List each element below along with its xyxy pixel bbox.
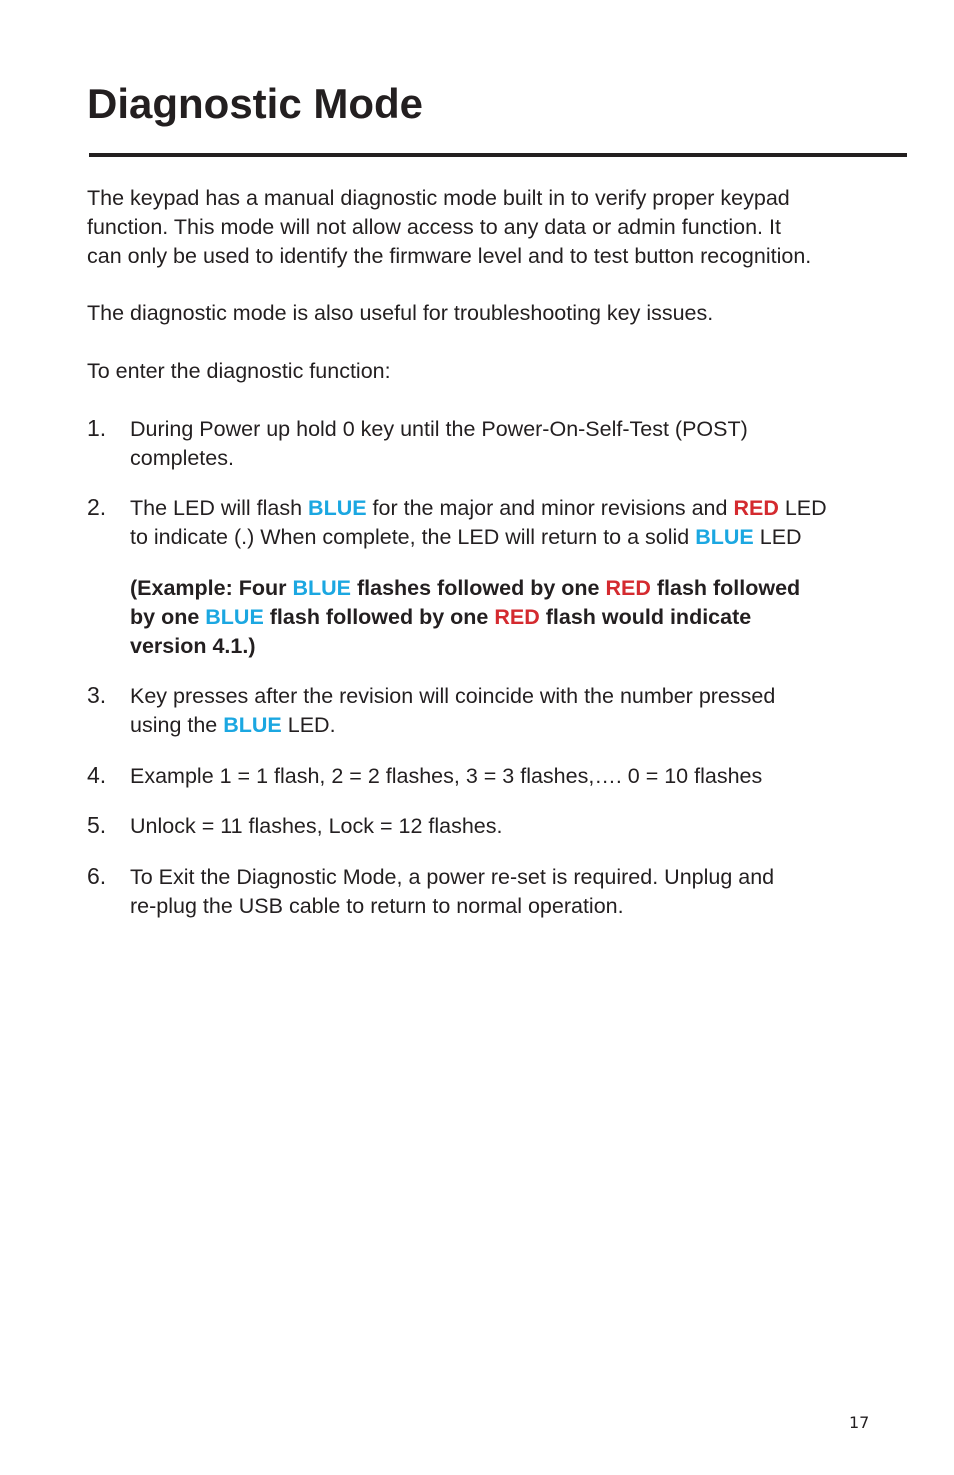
red-led-label: RED xyxy=(733,496,779,520)
page-title: Diagnostic Mode xyxy=(87,80,424,127)
step-3-text xyxy=(130,682,900,740)
step-4-number: 4. xyxy=(87,762,107,788)
step-1-line-2: completes. xyxy=(130,446,234,470)
step-3-text-part: LED. xyxy=(281,713,336,737)
blue-led-label: BLUE xyxy=(205,605,264,629)
example-text-part: flash followed xyxy=(650,576,801,600)
blue-led-label: BLUE xyxy=(292,576,351,600)
intro-line-2: function. This mode will not allow access to any data or admin function. It xyxy=(87,215,781,239)
example-text-part: version 4.1.) xyxy=(130,634,256,658)
example-text-part: flash would indicate xyxy=(539,605,752,629)
step-3-number: 3. xyxy=(87,682,107,708)
title-divider xyxy=(89,153,907,157)
step-1-line-1: During Power up hold 0 key until the Power-On-Self-Test (POST) xyxy=(130,417,748,441)
page-number: 17 xyxy=(849,1413,870,1432)
example-text-part: by one xyxy=(130,605,206,629)
example-text-part: (Example: Four xyxy=(130,576,293,600)
step-1-number: 1. xyxy=(87,415,107,441)
step-5-number: 5. xyxy=(87,812,107,838)
red-led-label: RED xyxy=(494,605,540,629)
blue-led-label: BLUE xyxy=(308,496,367,520)
blue-led-label: BLUE xyxy=(695,525,754,549)
step-6-line-2: re-plug the USB cable to return to normal operation. xyxy=(130,894,624,918)
example-note xyxy=(130,574,900,661)
intro-line-1: The keypad has a manual diagnostic mode built in to verify proper keypad xyxy=(87,186,790,210)
step-2-text-part: for the major and minor revisions and xyxy=(366,496,734,520)
step-2-text xyxy=(130,494,900,552)
blue-led-label: BLUE xyxy=(223,713,282,737)
step-5-text: Unlock = 11 flashes, Lock = 12 flashes. xyxy=(130,814,503,838)
step-3-line-1: Key presses after the revision will coincide with the number pressed xyxy=(130,684,776,708)
step-3-text-part: using the xyxy=(130,713,224,737)
step-2-number: 2. xyxy=(87,494,107,520)
intro-line-3: can only be used to identify the firmware level and to test button recognition. xyxy=(87,244,812,268)
step-6-line-1: To Exit the Diagnostic Mode, a power re-set is required. Unplug and xyxy=(130,865,775,889)
step-2-text-part: LED xyxy=(753,525,802,549)
step-2-text-part: The LED will flash xyxy=(130,496,309,520)
step-6-text xyxy=(130,863,900,921)
troubleshooting-paragraph: The diagnostic mode is also useful for troubleshooting key issues. xyxy=(87,301,714,325)
step-2-text-part: to indicate (.) When complete, the LED will return to a solid xyxy=(130,525,696,549)
step-6-number: 6. xyxy=(87,863,107,889)
step-4-text: Example 1 = 1 flash, 2 = 2 flashes, 3 = 3 flashes,…. 0 = 10 flashes xyxy=(130,764,763,788)
example-text-part: flashes followed by one xyxy=(351,576,606,600)
step-1-text xyxy=(130,415,900,473)
enter-label: To enter the diagnostic function: xyxy=(87,359,391,383)
red-led-label: RED xyxy=(605,576,651,600)
example-text-part: flash followed by one xyxy=(263,605,495,629)
intro-paragraph xyxy=(87,184,907,271)
step-2-text-part: LED xyxy=(778,496,827,520)
